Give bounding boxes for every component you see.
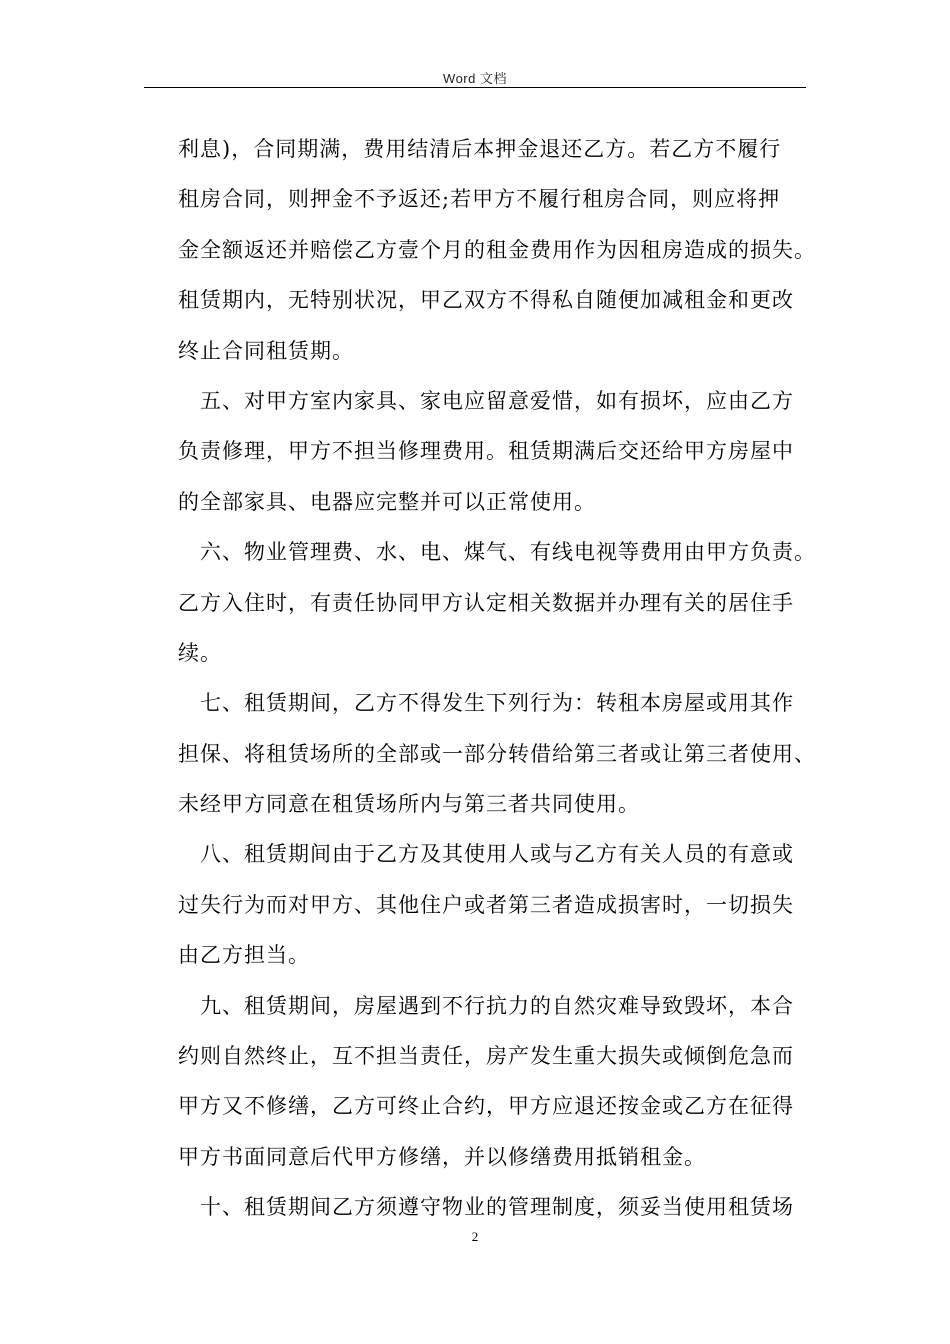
paragraph-10-start: 十、租赁期间乙方须遵守物业的管理制度，须妥当使用租赁场 xyxy=(200,1195,794,1220)
document-body xyxy=(178,124,818,1233)
text-line: 未经甲方同意在租赁场所内与第三者共同使用。 xyxy=(178,792,640,817)
paragraph-8-start: 八、租赁期间由于乙方及其使用人或与乙方有关人员的有意或 xyxy=(200,842,794,867)
paragraph-5-start: 五、对甲方室内家具、家电应留意爱惜，如有损坏，应由乙方 xyxy=(200,388,794,413)
text-line: 由乙方担当。 xyxy=(178,943,310,968)
text-line: 终止合同租赁期。 xyxy=(178,338,354,363)
text-line: 金全额返还并赔偿乙方壹个月的租金费用作为因租房造成的损失。 xyxy=(178,237,816,262)
paragraph-7-start: 七、租赁期间，乙方不得发生下列行为：转租本房屋或用其作 xyxy=(200,691,794,716)
page-number: 2 xyxy=(471,1229,479,1244)
text-line: 甲方又不修缮，乙方可终止合约，甲方应退还按金或乙方在征得 xyxy=(178,1094,794,1119)
text-line: 过失行为而对甲方、其他住户或者第三者造成损害时，一切损失 xyxy=(178,892,794,917)
paragraph-9-start: 九、租赁期间，房屋遇到不行抗力的自然灾难导致毁坏，本合 xyxy=(200,993,794,1018)
header-divider xyxy=(144,87,806,88)
text-line: 负责修理，甲方不担当修理费用。租赁期满后交还给甲方房屋中 xyxy=(178,439,794,464)
paragraph-6-start: 六、物业管理费、水、电、煤气、有线电视等费用由甲方负责。 xyxy=(200,540,816,565)
text-line: 约则自然终止，互不担当责任，房产发生重大损失或倾倒危急而 xyxy=(178,1044,794,1069)
text-line: 租房合同，则押金不予返还;若甲方不履行租房合同，则应将押 xyxy=(178,187,781,212)
text-line: 担保、将租赁场所的全部或一部分转借给第三者或让第三者使用、 xyxy=(178,741,816,766)
text-line: 续。 xyxy=(178,640,222,665)
text-line: 甲方书面同意后代甲方修缮，并以修缮费用抵销租金。 xyxy=(178,1144,706,1169)
text-line: 利息)，合同期满，费用结清后本押金退还乙方。若乙方不履行 xyxy=(178,137,782,161)
text-line: 乙方入住时，有责任协同甲方认定相关数据并办理有关的居住手 xyxy=(178,590,794,615)
header-title: Word 文档 xyxy=(443,71,507,86)
text-line: 的全部家具、电器应完整并可以正常使用。 xyxy=(178,489,596,514)
text-line: 租赁期内，无特别状况，甲乙双方不得私自随便加减租金和更改 xyxy=(178,288,794,313)
